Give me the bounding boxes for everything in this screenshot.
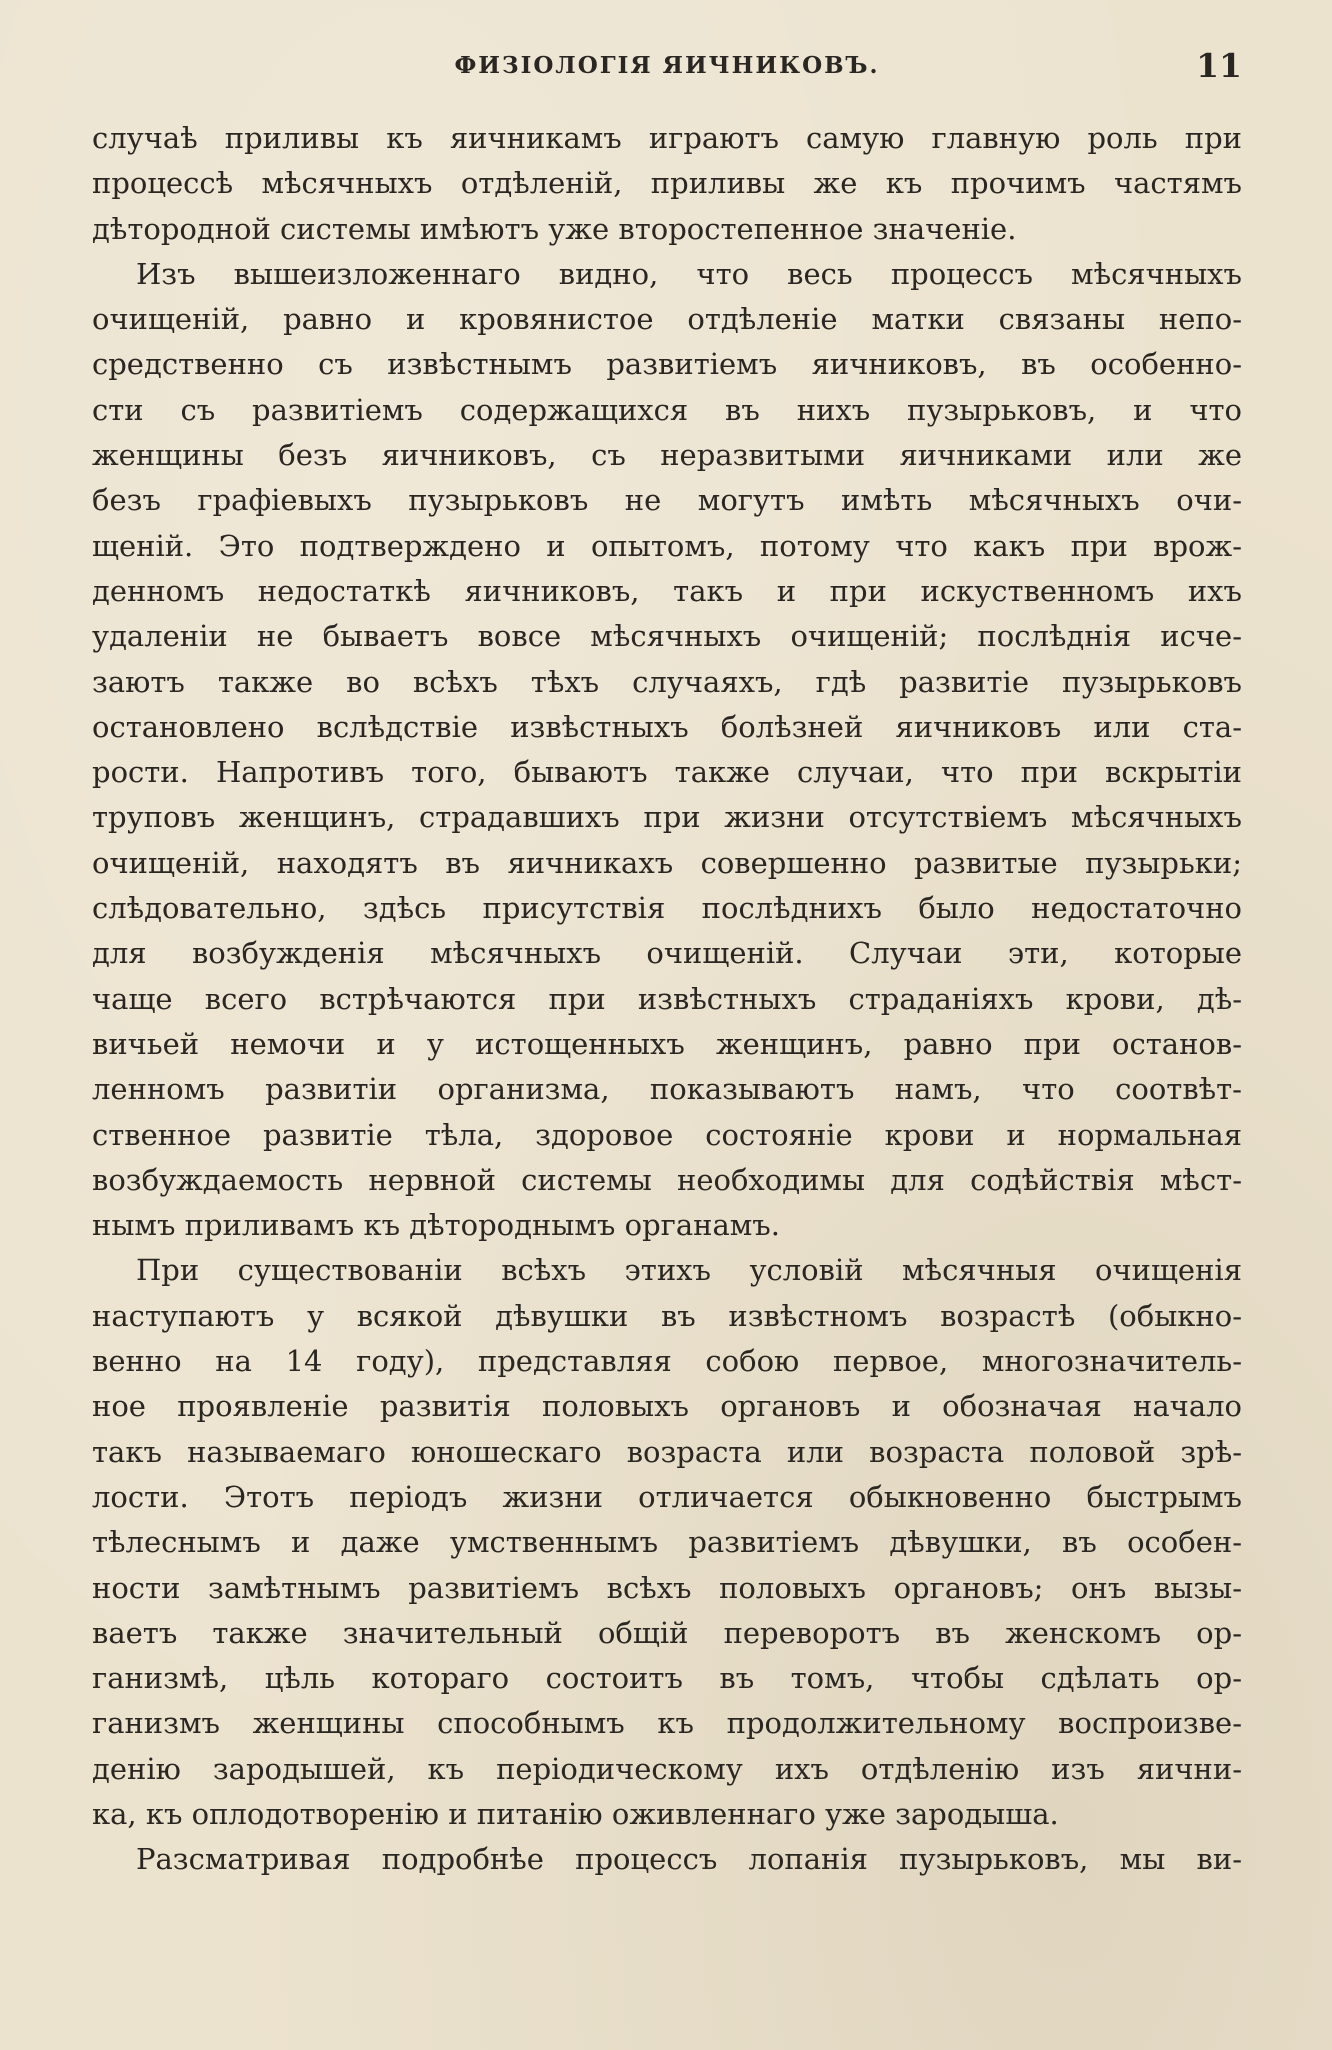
- text-line: заютъ также во всѣхъ тѣхъ случаяхъ, гдѣ развитіе пузырьковъ: [92, 664, 1242, 699]
- text-line: ности замѣтнымъ развитіемъ всѣхъ половыхъ органовъ; онъ вызы-: [92, 1570, 1242, 1605]
- text-line: ленномъ развитіи организма, показываютъ намъ, что соотвѣт-: [92, 1072, 1242, 1107]
- text-line: Разсматривая подробнѣе процессъ лопанія пузырьковъ, мы ви-: [136, 1842, 1242, 1877]
- text-line: денномъ недостаткѣ яичниковъ, такъ и при искуственномъ ихъ: [92, 573, 1242, 608]
- text-line: безъ графіевыхъ пузырьковъ не могутъ имѣть мѣсячныхъ очи-: [92, 483, 1242, 518]
- text-line: нымъ приливамъ къ дѣтороднымъ органамъ.: [92, 1208, 780, 1243]
- text-line: вичьей немочи и у истощенныхъ женщинъ, равно при останов-: [92, 1026, 1242, 1061]
- text-line: очищеній, находятъ въ яичникахъ совершенно развитые пузырьки;: [92, 845, 1242, 880]
- text-line: труповъ женщинъ, страдавшихъ при жизни отсутствіемъ мѣсячныхъ: [92, 800, 1242, 835]
- text-line: средственно съ извѣстнымъ развитіемъ яичниковъ, въ особенно-: [92, 347, 1242, 382]
- text-line: венно на 14 году), представляя собою первое, многозначитель-: [92, 1344, 1242, 1379]
- text-line: для возбужденія мѣсячныхъ очищеній. Случаи эти, которые: [92, 936, 1242, 971]
- text-line: ганизмъ женщины способнымъ къ продолжительному воспроизве-: [92, 1706, 1242, 1741]
- text-line: удаленіи не бываетъ вовсе мѣсячныхъ очищеній; послѣднія исче-: [92, 619, 1242, 654]
- text-line: тѣлеснымъ и даже умственнымъ развитіемъ дѣвушки, въ особен-: [92, 1525, 1242, 1560]
- text-line: возбуждаемость нервной системы необходимы для содѣйствія мѣст-: [92, 1162, 1242, 1197]
- text-line: дѣтородной системы имѣютъ уже второстепенное значеніе.: [92, 211, 1017, 246]
- text-line: денію зародышей, къ періодическому ихъ отдѣленію изъ яични-: [92, 1751, 1242, 1786]
- text-line: ваетъ также значительный общій переворотъ въ женскомъ ор-: [92, 1615, 1242, 1650]
- text-line: ганизмѣ, цѣль котораго состоитъ въ томъ, чтобы сдѣлать ор-: [92, 1661, 1242, 1696]
- running-title: ФИЗІОЛОГІЯ ЯИЧНИКОВЪ.: [454, 52, 880, 79]
- running-head: [92, 46, 1242, 86]
- text-line: ка, къ оплодотворенію и питанію оживленнаго уже зародыша.: [92, 1796, 1059, 1831]
- text-line: Изъ вышеизложеннаго видно, что весь процессъ мѣсячныхъ: [136, 256, 1242, 291]
- text-line: лости. Этотъ періодъ жизни отличается обыкновенно быстрымъ: [92, 1479, 1242, 1514]
- text-line: чаще всего встрѣчаются при извѣстныхъ страданіяхъ крови, дѣ-: [92, 981, 1242, 1016]
- text-line: случаѣ приливы къ яичникамъ играютъ самую главную роль при: [92, 121, 1242, 155]
- text-line: ное проявленіе развитія половыхъ органовъ и обозначая начало: [92, 1389, 1242, 1424]
- text-line: процессѣ мѣсячныхъ отдѣленій, приливы же къ прочимъ частямъ: [92, 166, 1242, 201]
- text-line: очищеній, равно и кровянистое отдѣленіе матки связаны непо-: [92, 302, 1242, 337]
- text-line: сти съ развитіемъ содержащихся въ нихъ пузырьковъ, и что: [92, 392, 1242, 427]
- body-text: [92, 116, 1242, 1883]
- text-line: рости. Напротивъ того, бываютъ также случаи, что при вскрытіи: [92, 755, 1242, 790]
- text-line: наступаютъ у всякой дѣвушки въ извѣстномъ возрастѣ (обыкно-: [92, 1298, 1242, 1333]
- text-line: женщины безъ яичниковъ, съ неразвитыми яичниками или же: [92, 438, 1242, 473]
- text-line: слѣдовательно, здѣсь присутствія послѣднихъ было недостаточно: [92, 891, 1242, 926]
- page-number: 11: [1196, 46, 1242, 85]
- text-line: При существованіи всѣхъ этихъ условій мѣсячныя очищенія: [136, 1253, 1242, 1288]
- text-line: щеній. Это подтверждено и опытомъ, потому что какъ при врож-: [92, 528, 1242, 563]
- text-line: ственное развитіе тѣла, здоровое состояніе крови и нормальная: [92, 1117, 1242, 1152]
- text-line: остановлено вслѣдствіе извѣстныхъ болѣзней яичниковъ или ста-: [92, 709, 1242, 744]
- text-line: такъ называемаго юношескаго возраста или возраста половой зрѣ-: [92, 1434, 1242, 1469]
